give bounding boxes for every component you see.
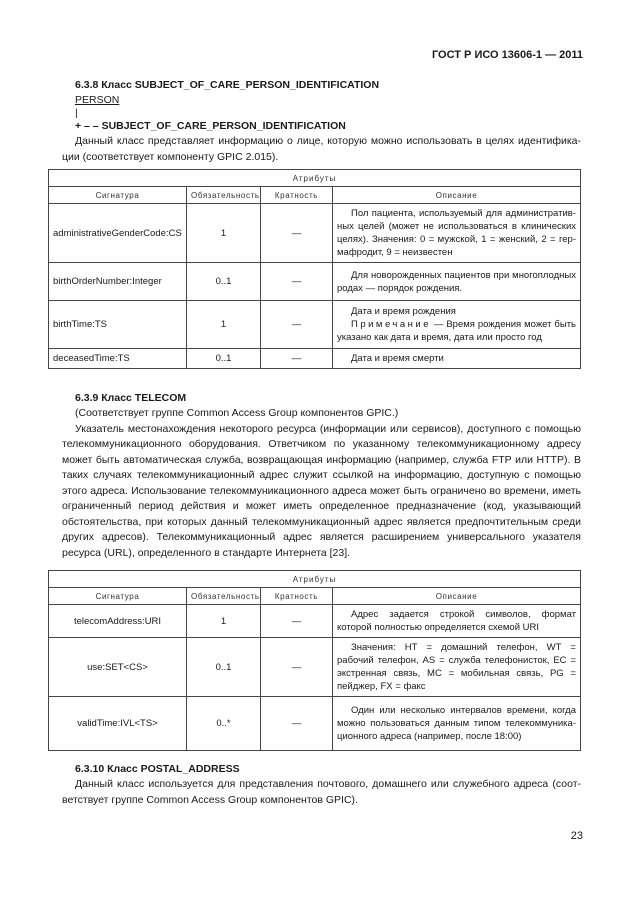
cell-description bbox=[333, 204, 581, 263]
table-row bbox=[49, 301, 581, 349]
cell-multiplicity: — bbox=[261, 263, 333, 301]
description-text: Адрес задается строкой символов, формат которой полностью определяется схемой URI bbox=[337, 609, 576, 633]
cell-description bbox=[333, 605, 581, 638]
description-text: Дата и время смерти bbox=[351, 353, 444, 364]
class-tree-bar: | bbox=[75, 107, 78, 119]
attributes-table-2 bbox=[48, 570, 581, 751]
section-6-3-8-paragraph bbox=[62, 134, 581, 165]
column-header-description: Описание bbox=[333, 187, 581, 204]
paragraph-text: Данный класс используется для представления почтового, домашнего или служебного адреса (соответствует группе Common Access Group компонентов GPIC). bbox=[62, 778, 581, 806]
cell-mandatory: 0..1 bbox=[187, 638, 261, 697]
cell-signature: deceasedTime:TS bbox=[49, 349, 187, 369]
table-row bbox=[49, 263, 581, 301]
cell-description bbox=[333, 301, 581, 349]
section-6-3-10-title: 6.3.10 Класс POSTAL_ADDRESS bbox=[75, 763, 240, 775]
cell-mandatory: 1 bbox=[187, 301, 261, 349]
section-6-3-9-title: 6.3.9 Класс TELECOM bbox=[75, 392, 187, 404]
cell-signature: administrativeGenderCode:CS bbox=[49, 204, 187, 263]
description-text: Для новорожденных пациентов при многоплодных родах — порядок рождения. bbox=[337, 269, 576, 294]
table-row bbox=[49, 638, 581, 697]
cell-signature: validTime:IVL<TS> bbox=[49, 697, 187, 751]
cell-description bbox=[333, 638, 581, 697]
column-header-description: Описание bbox=[333, 588, 581, 605]
cell-multiplicity: — bbox=[261, 349, 333, 369]
paragraph-text: (Соответствует группе Common Access Group компонентов GPIC.) bbox=[75, 407, 399, 419]
cell-multiplicity: — bbox=[261, 638, 333, 697]
section-6-3-8-title: 6.3.8 Класс SUBJECT_OF_CARE_PERSON_IDENTIFICATION bbox=[75, 79, 380, 91]
cell-description bbox=[333, 349, 581, 369]
column-header-multiplicity: Кратность bbox=[261, 588, 333, 605]
cell-mandatory: 1 bbox=[187, 204, 261, 263]
table-row bbox=[49, 697, 581, 751]
column-header-multiplicity: Кратность bbox=[261, 187, 333, 204]
cell-multiplicity: — bbox=[261, 204, 333, 263]
column-header-signature: Сигнатура bbox=[49, 187, 187, 204]
class-tree-child: + – – SUBJECT_OF_CARE_PERSON_IDENTIFICATION bbox=[75, 120, 346, 132]
page-number: 23 bbox=[570, 830, 583, 842]
cell-multiplicity: — bbox=[261, 301, 333, 349]
column-header-mandatory: Обязательность bbox=[187, 187, 261, 204]
description-note bbox=[337, 318, 576, 344]
note-label: Примечание bbox=[351, 319, 431, 330]
description-text: Один или несколько интервалов времени, когда можно пользоваться данным типом телекоммуникационного адреса (например, после 18:00) bbox=[337, 705, 576, 742]
note-text: — Время рождения может быть указано как дата и время, дата или просто год bbox=[337, 319, 576, 343]
cell-mandatory: 0..1 bbox=[187, 263, 261, 301]
table-row bbox=[49, 349, 581, 369]
cell-signature: use:SET<CS> bbox=[49, 638, 187, 697]
paragraph-text: Данный класс представляет информацию о лице, которую можно использовать в целях идентификации (соответствует компоненту GPIC 2.015). bbox=[62, 135, 581, 163]
table-row bbox=[49, 204, 581, 263]
cell-mandatory: 1 bbox=[187, 605, 261, 638]
cell-signature: telecomAddress:URI bbox=[49, 605, 187, 638]
cell-signature: birthOrderNumber:Integer bbox=[49, 263, 187, 301]
column-header-signature: Сигнатура bbox=[49, 588, 187, 605]
cell-mandatory: 0..* bbox=[187, 697, 261, 751]
class-parent-person: PERSON bbox=[75, 94, 120, 106]
cell-multiplicity: — bbox=[261, 605, 333, 638]
table-row bbox=[49, 605, 581, 638]
description-text: Пол пациента, используемый для административных целей (может не использоваться в клинических целях). Значения: 0 = мужской, 1 = женский, 2 = гермафродит, 9 = неизвестен bbox=[337, 208, 576, 258]
document-header: ГОСТ Р ИСО 13606-1 — 2011 bbox=[431, 49, 583, 61]
table-caption: Атрибуты bbox=[49, 170, 581, 187]
cell-mandatory: 0..1 bbox=[187, 349, 261, 369]
section-6-3-10-paragraph bbox=[62, 777, 581, 808]
cell-multiplicity: — bbox=[261, 697, 333, 751]
cell-description bbox=[333, 697, 581, 751]
table-caption: Атрибуты bbox=[49, 571, 581, 588]
column-header-mandatory: Обязательность bbox=[187, 588, 261, 605]
description-text: Дата и время рождения bbox=[351, 306, 456, 317]
cell-description bbox=[333, 263, 581, 301]
description-text: Значения: HT = домашний телефон, WT = рабочий телефон, AS = служба телефонисток, EC = экстренная связь, MC = мобильная связь, PG = пейджер, FX = факс bbox=[337, 642, 576, 692]
cell-signature: birthTime:TS bbox=[49, 301, 187, 349]
paragraph-text: Указатель местонахождения некоторого ресурса (информации или сервисов), доступного с помощью телекоммуникационного оборудования. Ответчиком по указанному телекоммуникационному адресу может быть автоматическая служба, возвращающая информацию (например, служба FTP или HTTP). В таких случаях телекоммуникационный адрес служит ссылкой на информацию, доступную с помощью этого адреса. Использование телекоммуникационного адреса может быть ограничено во времени, иметь ограниченный период действия и может иметь определенное предназначение (код, указывающий обстоятельства, при которых данный телекоммуникационный адрес является предпочтительным среди других адресов). Телекоммуникационный адрес является расширением универсального указателя ресурса (URL), определенного в стандарте Интернета [23]. bbox=[62, 422, 581, 559]
attributes-table-1 bbox=[48, 169, 581, 369]
section-6-3-9-paragraph bbox=[62, 406, 581, 561]
